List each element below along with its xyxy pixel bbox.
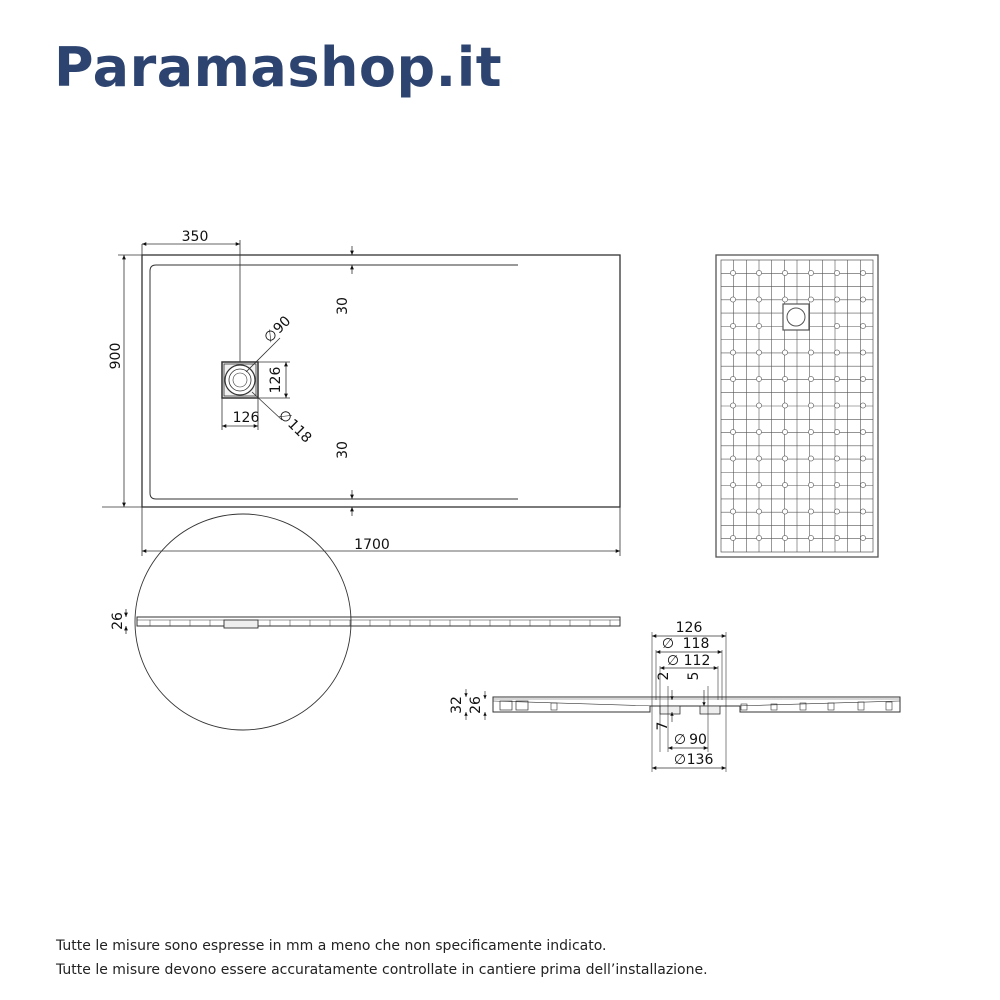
dim-diameter-118-symbol: ∅ (275, 407, 295, 427)
support-stud (730, 270, 735, 275)
support-stud (730, 297, 735, 302)
dim-1700: 1700 (354, 537, 390, 553)
dim-detail-112: 112 (683, 653, 711, 669)
tray-outline (142, 255, 620, 507)
support-stud (730, 482, 735, 487)
top-view (102, 240, 620, 556)
dim-detail-5: 5 (686, 671, 702, 681)
support-stud (756, 429, 761, 434)
support-stud (860, 323, 865, 328)
support-stud (808, 270, 813, 275)
dim-detail-32: 32 (449, 696, 465, 714)
support-stud (808, 535, 813, 540)
dim-detail-2: 2 (656, 671, 672, 681)
support-stud (834, 482, 839, 487)
support-stud (834, 270, 839, 275)
support-stud (756, 456, 761, 461)
support-stud (860, 482, 865, 487)
support-stud (756, 323, 761, 328)
support-stud (730, 323, 735, 328)
note-line-2: Tutte le misure devono essere accuratamente controllate in cantiere prima dell’installazione. (56, 962, 708, 978)
support-stud (756, 297, 761, 302)
support-stud (730, 535, 735, 540)
support-stud (860, 350, 865, 355)
support-stud (730, 376, 735, 381)
bottom-view (716, 255, 878, 557)
support-stud (756, 509, 761, 514)
support-stud (730, 350, 735, 355)
support-stud (782, 535, 787, 540)
dim-detail-26: 26 (468, 696, 484, 714)
support-stud (808, 429, 813, 434)
support-stud (808, 509, 813, 514)
dim-detail-90: 90 (689, 732, 707, 748)
support-stud (756, 535, 761, 540)
support-stud (834, 297, 839, 302)
dim-detail-7: 7 (655, 721, 671, 731)
dim-diameter-118: 118 (284, 416, 315, 447)
dim-30-bottom: 30 (335, 441, 351, 459)
support-stud (834, 323, 839, 328)
support-stud (782, 376, 787, 381)
support-stud (860, 535, 865, 540)
dim-detail-90-symbol: ∅ (673, 732, 687, 748)
support-stud (834, 403, 839, 408)
dim-detail-126: 126 (675, 620, 703, 636)
support-stud (730, 456, 735, 461)
support-stud (782, 456, 787, 461)
dim-detail-136: 136 (686, 752, 714, 768)
support-stud (782, 297, 787, 302)
support-stud (782, 403, 787, 408)
support-stud (782, 482, 787, 487)
support-stud (756, 350, 761, 355)
dim-30-top: 30 (335, 297, 351, 315)
support-stud (782, 509, 787, 514)
support-stud (860, 376, 865, 381)
support-stud (782, 350, 787, 355)
support-stud (834, 350, 839, 355)
support-stud (860, 270, 865, 275)
notes (56, 934, 708, 982)
dim-126-horizontal: 126 (232, 410, 260, 426)
support-stud (860, 403, 865, 408)
support-stud (782, 429, 787, 434)
support-stud (808, 482, 813, 487)
note-line-1: Tutte le misure sono espresse in mm a meno che non specificamente indicato. (56, 938, 607, 954)
dim-detail-136-symbol: ∅ (673, 752, 687, 768)
support-stud (808, 456, 813, 461)
support-stud (834, 509, 839, 514)
support-stud (730, 429, 735, 434)
support-stud (756, 376, 761, 381)
support-stud (730, 403, 735, 408)
support-stud (808, 376, 813, 381)
support-stud (834, 535, 839, 540)
support-stud (860, 429, 865, 434)
support-stud (808, 350, 813, 355)
dim-900: 900 (108, 342, 124, 370)
support-stud (782, 270, 787, 275)
support-stud (860, 456, 865, 461)
support-stud (834, 429, 839, 434)
support-stud (834, 456, 839, 461)
dim-detail-118-symbol: ∅ (661, 636, 675, 652)
support-stud (834, 376, 839, 381)
support-stud (808, 403, 813, 408)
dim-detail-118: 118 (682, 636, 710, 652)
support-stud (756, 403, 761, 408)
support-stud (860, 509, 865, 514)
tray-inner-channel (150, 265, 518, 499)
support-stud (730, 509, 735, 514)
dim-diameter-90: 90 (270, 313, 295, 338)
brand-logo: Paramashop.it (54, 36, 503, 99)
dim-126-vertical: 126 (268, 366, 284, 394)
support-stud (808, 297, 813, 302)
support-stud (756, 270, 761, 275)
dim-detail-112-symbol: ∅ (666, 653, 680, 669)
dim-350: 350 (181, 229, 209, 245)
dim-side-26: 26 (110, 612, 126, 630)
dim-diameter-90-symbol: ∅ (261, 326, 282, 347)
support-stud (756, 482, 761, 487)
support-stud (860, 297, 865, 302)
